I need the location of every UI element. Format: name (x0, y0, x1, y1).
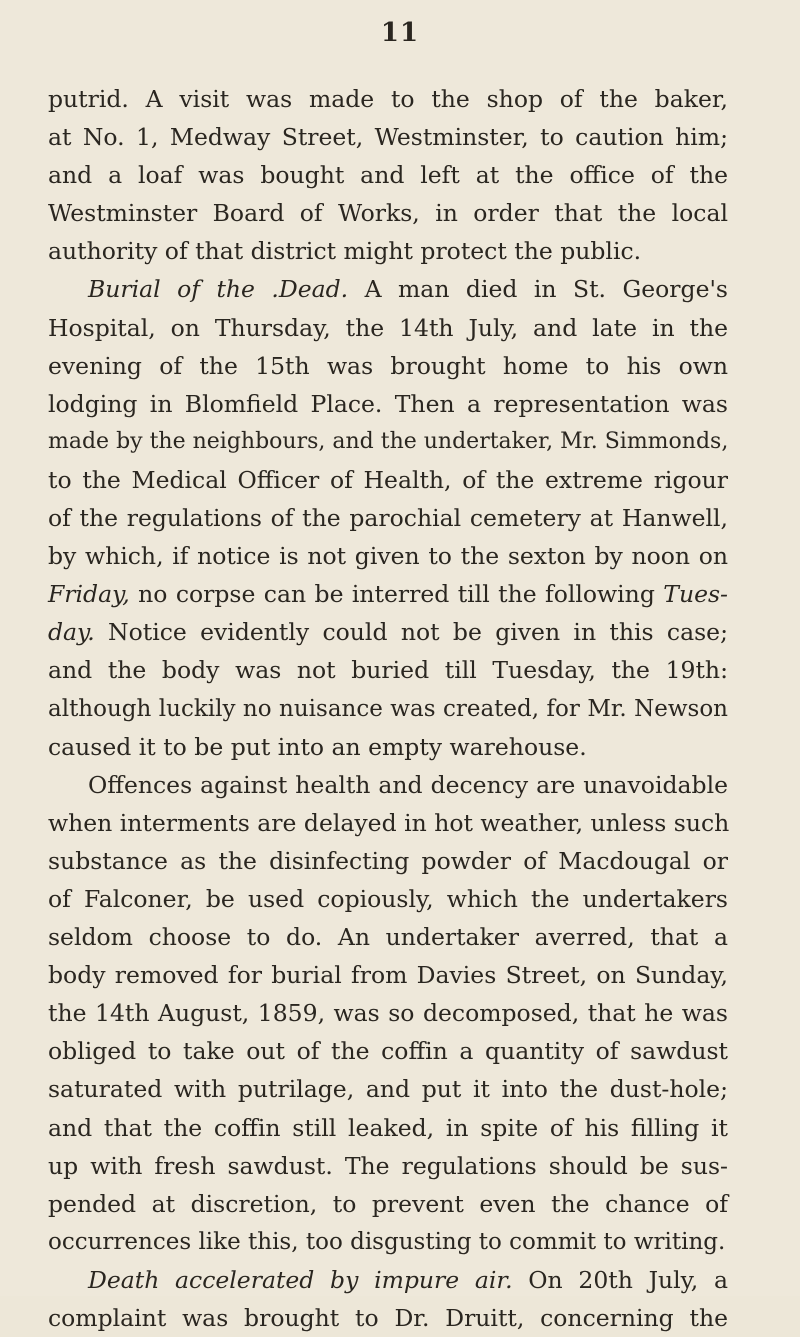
page-number: 11 (380, 18, 420, 48)
text-line: when interments are delayed in hot weather, unless such (48, 808, 730, 837)
text-line: and a loaf was bought and left at the office of the (48, 161, 728, 190)
text-line: Hospital, on Thursday, the 14th July, and late in the (48, 313, 728, 342)
text-line: lodging in Blomfield Place. Then a representation was (48, 389, 728, 418)
text-line: Offences against health and decency are unavoidable (88, 770, 728, 799)
text-line: although luckily no nuisance was created, for Mr. Newson (48, 695, 728, 722)
section-heading-death: Death accelerated by impure air. On 20th July, a (88, 1265, 728, 1294)
text-line: up with fresh sawdust. The regulations should be sus- (48, 1151, 728, 1180)
text-line: and that the coffin still leaked, in spite of his filling it (48, 1113, 728, 1142)
text-line: at No. 1, Medway Street, Westminster, to caution him; (48, 123, 728, 152)
side-heading: Burial of the .Dead. (88, 275, 349, 304)
text-line: of Falconer, be used copiously, which the undertakers (48, 884, 728, 913)
text-line: saturated with putrilage, and put it into the dust-hole; (48, 1075, 728, 1104)
text-line: Westminster Board of Works, in order that the local (48, 199, 728, 228)
section-heading-burial: Burial of the .Dead. A man died in St. George's (88, 275, 728, 304)
side-heading: Death accelerated by impure air. (88, 1265, 513, 1294)
text-line: and the body was not buried till Tuesday, the 19th: (48, 656, 728, 685)
text-line: the 14th August, 1859, was so decomposed, that he was (48, 999, 728, 1028)
text-line: evening of the 15th was brought home to his own (48, 351, 728, 380)
text-line: day. Notice evidently could not be given in this case; (48, 618, 728, 647)
text-line: Friday, no corpse can be interred till the following Tues- (48, 580, 728, 609)
text-line: authority of that district might protect the public. (48, 237, 642, 266)
text-line: complaint was brought to Dr. Druitt, concerning the (48, 1304, 728, 1332)
body-text (48, 80, 728, 1337)
text-line: seldom choose to do. An undertaker averred, that a (48, 923, 728, 952)
text-line: by which, if notice is not given to the sexton by noon on (48, 542, 728, 571)
text-line: of the regulations of the parochial cemetery at Hanwell, (48, 504, 728, 533)
text-line: occurrences like this, too disgusting to commit to writing. (48, 1228, 726, 1255)
text-line: substance as the disinfecting powder of Macdougal or (48, 846, 728, 875)
text-line: body removed for burial from Davies Street, on Sunday, (48, 961, 728, 990)
text-line: putrid. A visit was made to the shop of the baker, (48, 85, 728, 113)
text-line: pended at discretion, to prevent even the chance of (48, 1189, 728, 1218)
text-line: made by the neighbours, and the undertaker, Mr. Simmonds, (48, 428, 729, 454)
text-line: to the Medical Officer of Health, of the extreme rigour (48, 465, 728, 494)
text-line: obliged to take out of the coffin a quantity of sawdust (48, 1037, 728, 1066)
text-line: caused it to be put into an empty warehouse. (48, 732, 587, 761)
